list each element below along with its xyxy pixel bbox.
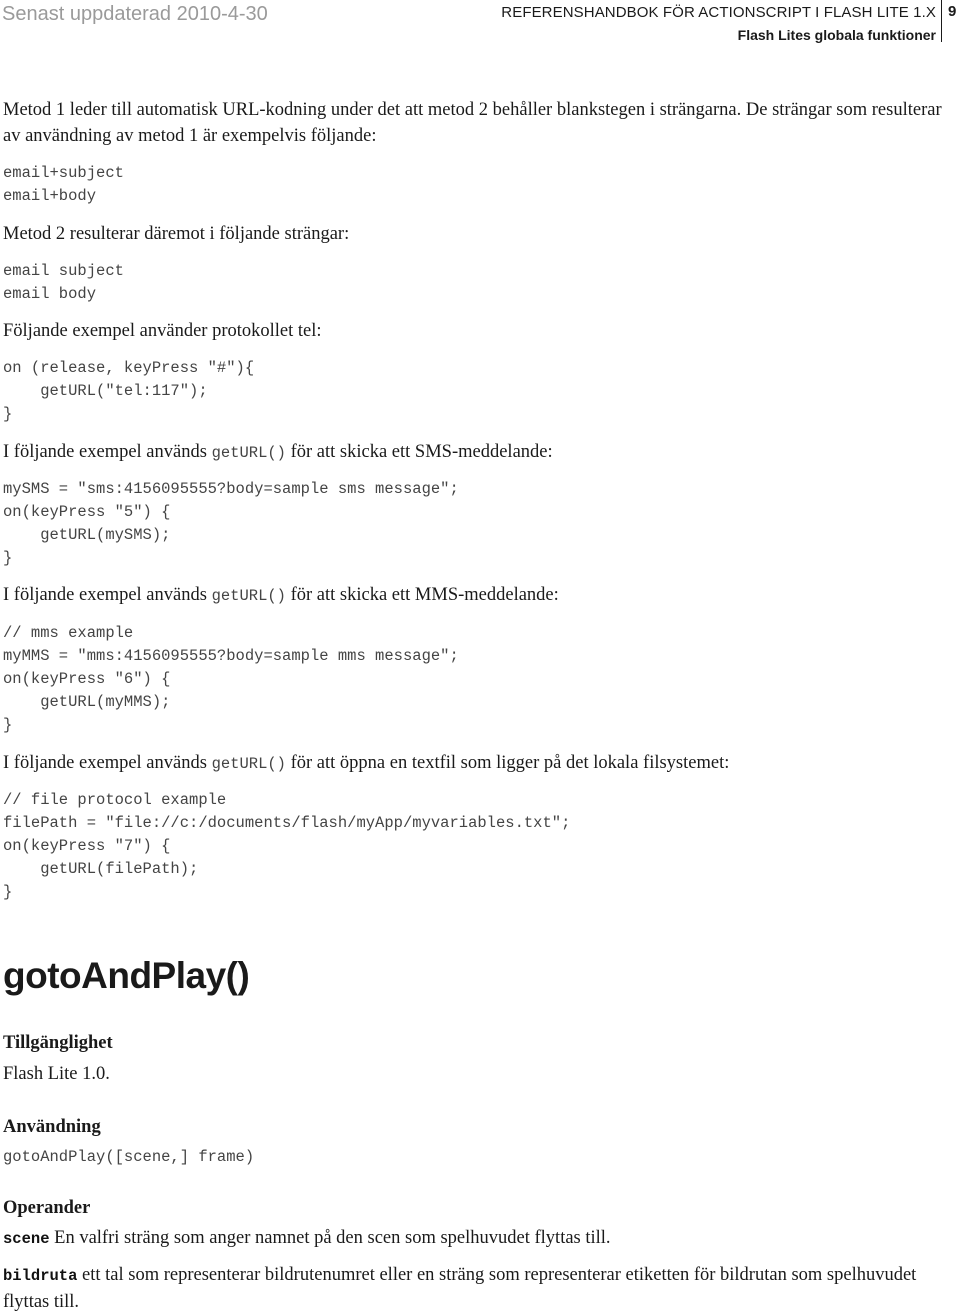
page-number: 9: [948, 3, 957, 20]
operand-scene: scene En valfri sträng som anger namnet på den scen som spelhuvudet flyttas till.: [3, 1228, 611, 1248]
paragraph-file-example: I följande exempel används getURL() för att öppna en textfil som ligger på det lokala filsystemet:: [3, 753, 730, 773]
section-title: gotoAndPlay(): [3, 955, 250, 996]
updated-date: Senast uppdaterad 2010-4-30: [2, 3, 268, 25]
paragraph-method-1: Metod 1 leder till automatisk URL-kodning under det att metod 2 behåller blankstegen i strängarna. De strängar som resulterar av användning av metod 1 är exempelvis följande:: [3, 100, 947, 146]
book-title: REFERENSHANDBOK FÖR ACTIONSCRIPT I FLASH LITE 1.X: [501, 4, 936, 21]
code-block-tel: on (release, keyPress "#"){ getURL("tel:117"); }: [3, 359, 255, 423]
header-divider: [941, 0, 942, 42]
inline-code-geturl: getURL(): [211, 755, 286, 773]
operand-name: bildruta: [3, 1267, 78, 1285]
usage-heading: Användning: [3, 1117, 101, 1137]
inline-code-geturl: getURL(): [211, 444, 286, 462]
code-block-file: // file protocol example filePath = "file://c:/documents/flash/myApp/myvariables.txt"; on(keyPress "7") { getURL(filePath); }: [3, 791, 571, 901]
paragraph-mms-example: I följande exempel används getURL() för att skicka ett MMS-meddelande:: [3, 585, 559, 605]
usage-code: gotoAndPlay([scene,] frame): [3, 1148, 255, 1166]
paragraph-method-2: Metod 2 resulterar däremot i följande strängar:: [3, 224, 350, 244]
availability-heading: Tillgänglighet: [3, 1033, 113, 1053]
code-block-mms: // mms example myMMS = "mms:4156095555?body=sample mms message"; on(keyPress "6") { getURL(myMMS); }: [3, 624, 459, 734]
code-block-method-2: email subject email body: [3, 262, 124, 303]
paragraph-sms-example: I följande exempel används getURL() för att skicka ett SMS-meddelande:: [3, 442, 553, 462]
inline-code-geturl: getURL(): [211, 587, 286, 605]
operand-bildruta: bildruta ett tal som representerar bildrutenumret eller en sträng som representerar etiketten för bildrutan som spelhuvudet flyttas till.: [3, 1265, 921, 1312]
code-block-sms: mySMS = "sms:4156095555?body=sample sms message"; on(keyPress "5") { getURL(mySMS); }: [3, 480, 459, 567]
chapter-title: Flash Lites globala funktioner: [737, 27, 936, 43]
running-header: [501, 4, 936, 43]
paragraph-tel-example: Följande exempel använder protokollet tel:: [3, 321, 322, 341]
operands-heading: Operander: [3, 1198, 91, 1218]
availability-text: Flash Lite 1.0.: [3, 1064, 110, 1084]
operand-name: scene: [3, 1230, 50, 1248]
code-block-method-1: email+subject email+body: [3, 164, 124, 205]
